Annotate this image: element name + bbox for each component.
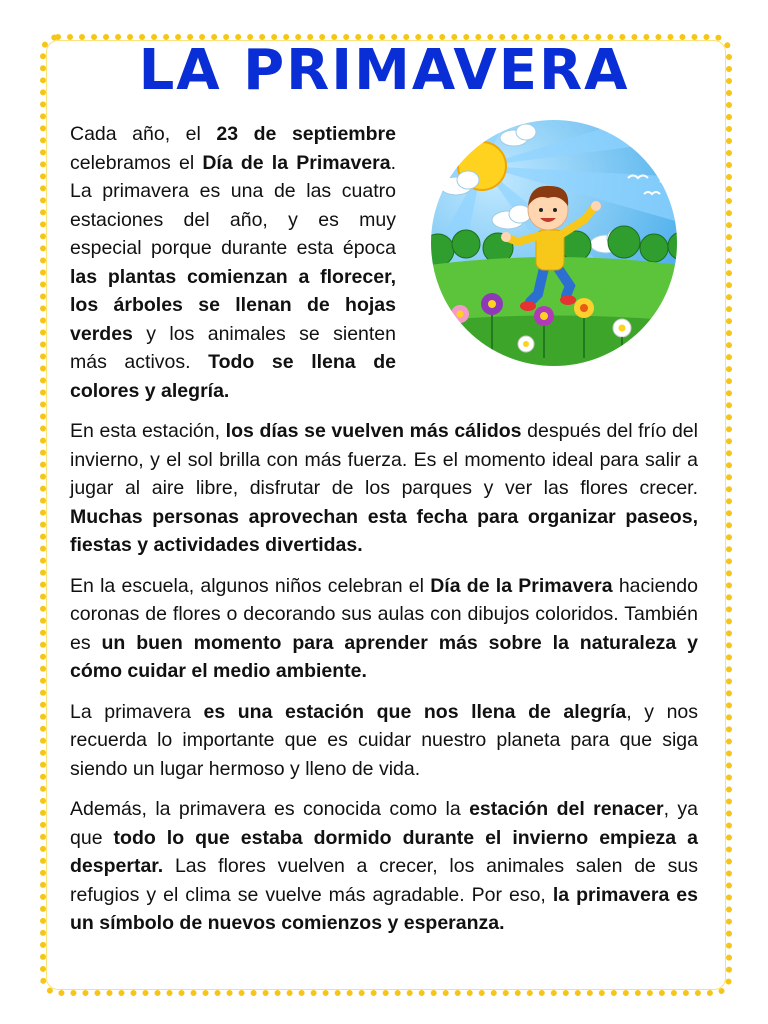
text: Las flores vuelven a crecer, los animales salen de sus refugios y el clima se vuelve más agradable. Por eso, xyxy=(70,855,698,906)
bold-text: Muchas personas aprovechan esta fecha para organizar paseos, fiestas y actividades divertidas. xyxy=(70,505,698,556)
text: Cada año, el xyxy=(70,123,217,145)
bold-text: todo lo que estaba dormido durante el invierno empieza a despertar. xyxy=(70,826,698,877)
paragraph-4 xyxy=(70,698,698,784)
text: En esta estación, xyxy=(70,420,226,442)
bold-text: los días se vuelven más cálidos xyxy=(225,420,522,442)
text: celebramos el xyxy=(70,151,203,174)
text: En la escuela, algunos niños celebran el xyxy=(70,574,431,597)
text: La primavera xyxy=(70,700,204,723)
text: y los animales se sienten más activos. xyxy=(70,322,396,373)
bold-text: un buen momento para aprender más sobre la naturaleza y cómo cuidar el medio ambiente. xyxy=(70,631,698,682)
bold-text: la primavera es un símbolo de nuevos comienzos y esperanza. xyxy=(70,883,698,934)
bold-text: Día de la Primavera xyxy=(202,151,391,174)
bold-text: 23 de septiembre xyxy=(216,123,396,145)
bold-text: estación del renacer xyxy=(469,798,664,820)
text: haciendo coronas de flores o decorando sus aulas con dibujos coloridos. También es xyxy=(70,574,698,654)
bold-text: las plantas comienzan a florecer, los árboles se llenan de hojas verdes xyxy=(70,265,396,345)
bold-text: Día de la Primavera xyxy=(430,574,613,597)
text: , ya que xyxy=(70,798,699,849)
bold-text: Todo se llena de colores y alegría. xyxy=(70,351,396,402)
paragraph-2 xyxy=(70,417,698,560)
text: después del frío del invierno, y el sol brilla con más fuerza. Es el momento ideal para salir a jugar al aire libre, disfrutar de los parques y ver las flores crecer. xyxy=(70,420,698,499)
text: , y nos recuerda lo importante que es cuidar nuestro planeta para que siga siendo un lugar hermoso y lleno de vida. xyxy=(70,700,699,780)
text: . La primavera es una de las cuatro estaciones del año, y es muy especial porque durante esta época xyxy=(70,151,396,259)
paragraph-5 xyxy=(70,795,698,938)
text: Además, la primavera es conocida como la xyxy=(70,798,470,820)
paragraph-3 xyxy=(70,572,698,686)
article-body xyxy=(70,120,698,950)
spring-illustration-icon xyxy=(408,118,700,368)
page-title: LA PRIMAVERA xyxy=(138,38,630,103)
bold-text: es una estación que nos llena de alegría xyxy=(203,700,627,723)
